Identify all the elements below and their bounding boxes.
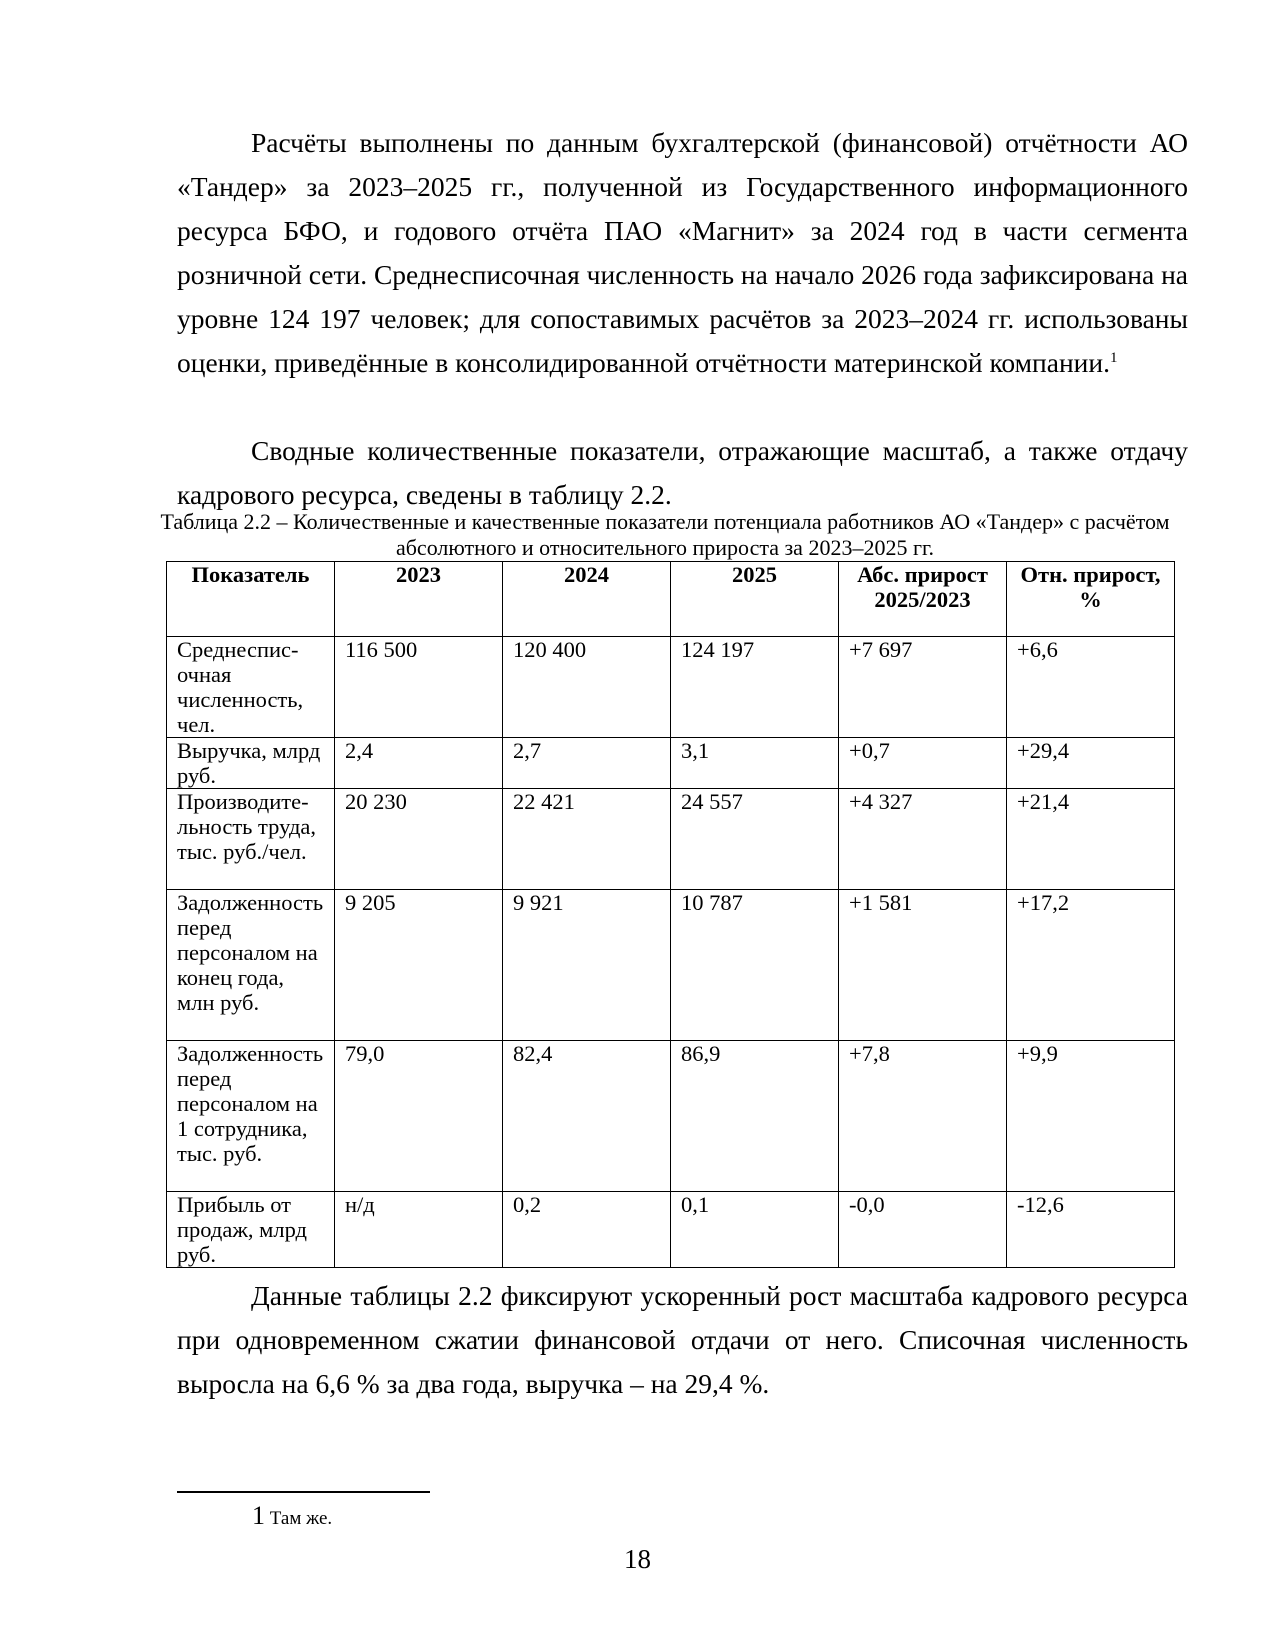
table-row [167,1041,1175,1192]
cell-abs-growth: +0,7 [839,738,1007,789]
header-2024: 2024 [503,562,671,637]
footnote-number: 1 [252,1501,265,1530]
header-rel-growth: Отн. прирост, % [1007,562,1175,637]
cell-2023: 116 500 [335,637,503,738]
paragraph-summary-intro: Сводные количественные показатели, отражающие масштаб, а также отдачу кадрового ресурса, сведены в таблицу 2.2. [177,435,1188,510]
header-2023: 2023 [335,562,503,637]
header-2025: 2025 [671,562,839,637]
paragraph-table-analysis: Данные таблицы 2.2 фиксируют ускоренный рост масштаба кадрового ресурса при одновременном сжатии финансовой отдачи от него. Списочная численность выросла на 6,6 % за два года, выручка – на 29,4 %. [177,1280,1188,1399]
cell-2024: 0,2 [503,1192,671,1268]
table-row [167,738,1175,789]
row-label: Производительность труда, тыс. руб./чел. [167,789,335,890]
footnote-separator [177,1491,430,1493]
table-row [167,637,1175,738]
cell-abs-growth: +7,8 [839,1041,1007,1192]
cell-2025: 0,1 [671,1192,839,1268]
indicators-table [166,561,1175,1268]
page-number: 18 [624,1544,651,1574]
row-label: Задолженность перед персоналом на конец года, млн руб. [167,890,335,1041]
footnote-ref[interactable]: 1 [1110,349,1118,366]
cell-rel-growth: +6,6 [1007,637,1175,738]
row-label: Прибыль от продаж, млрд руб. [167,1192,335,1268]
cell-2024: 22 421 [503,789,671,890]
cell-2024: 120 400 [503,637,671,738]
cell-2024: 9 921 [503,890,671,1041]
cell-rel-growth: +21,4 [1007,789,1175,890]
cell-2023: 79,0 [335,1041,503,1192]
cell-abs-growth: +7 697 [839,637,1007,738]
cell-2023: 20 230 [335,789,503,890]
table-header-row [167,562,1175,637]
paragraph-sources-text: Расчёты выполнены по данным бухгалтерской (финансовой) отчётности АО «Тандер» за 2023–2025 гг., полученной из Государственного информационного ресурса БФО, и годового отчёта ПАО «Магнит» за 2024 год в части сегмента розничной сети. Среднесписочная численность на начало 2026 года зафиксирована на уровне 124 197 человек; для сопоставимых расчётов за 2023–2024 гг. использованы оценки, приведённые в консолидированной отчётности материнской компании. [177,127,1188,378]
table-row [167,890,1175,1041]
table-caption: Таблица 2.2 – Количественные и качественные показатели потенциала работников АО «Тандер» с расчётом абсолютного и относительного прироста за 2023–2025 гг. [160,509,1170,560]
cell-rel-growth: +9,9 [1007,1041,1175,1192]
cell-2025: 10 787 [671,890,839,1041]
cell-rel-growth: +17,2 [1007,890,1175,1041]
cell-2024: 2,7 [503,738,671,789]
row-label: Выручка, млрд руб. [167,738,335,789]
table-row [167,1192,1175,1268]
cell-2023: н/д [335,1192,503,1268]
cell-2025: 24 557 [671,789,839,890]
table-row [167,789,1175,890]
header-abs-growth: Абс. прирост 2025/2023 [839,562,1007,637]
cell-abs-growth: +1 581 [839,890,1007,1041]
cell-abs-growth: +4 327 [839,789,1007,890]
cell-2024: 82,4 [503,1041,671,1192]
cell-rel-growth: +29,4 [1007,738,1175,789]
cell-2023: 9 205 [335,890,503,1041]
cell-abs-growth: -0,0 [839,1192,1007,1268]
row-label: Задолженность перед персоналом на 1 сотрудника, тыс. руб. [167,1041,335,1192]
cell-2025: 124 197 [671,637,839,738]
cell-rel-growth: -12,6 [1007,1192,1175,1268]
footnote-text: Там же. [269,1508,333,1529]
row-label: Среднесписочная численность, чел. [167,637,335,738]
cell-2025: 86,9 [671,1041,839,1192]
footnote [252,1502,332,1533]
cell-2023: 2,4 [335,738,503,789]
header-indicator: Показатель [167,562,335,637]
paragraph-sources [177,121,1188,385]
cell-2025: 3,1 [671,738,839,789]
